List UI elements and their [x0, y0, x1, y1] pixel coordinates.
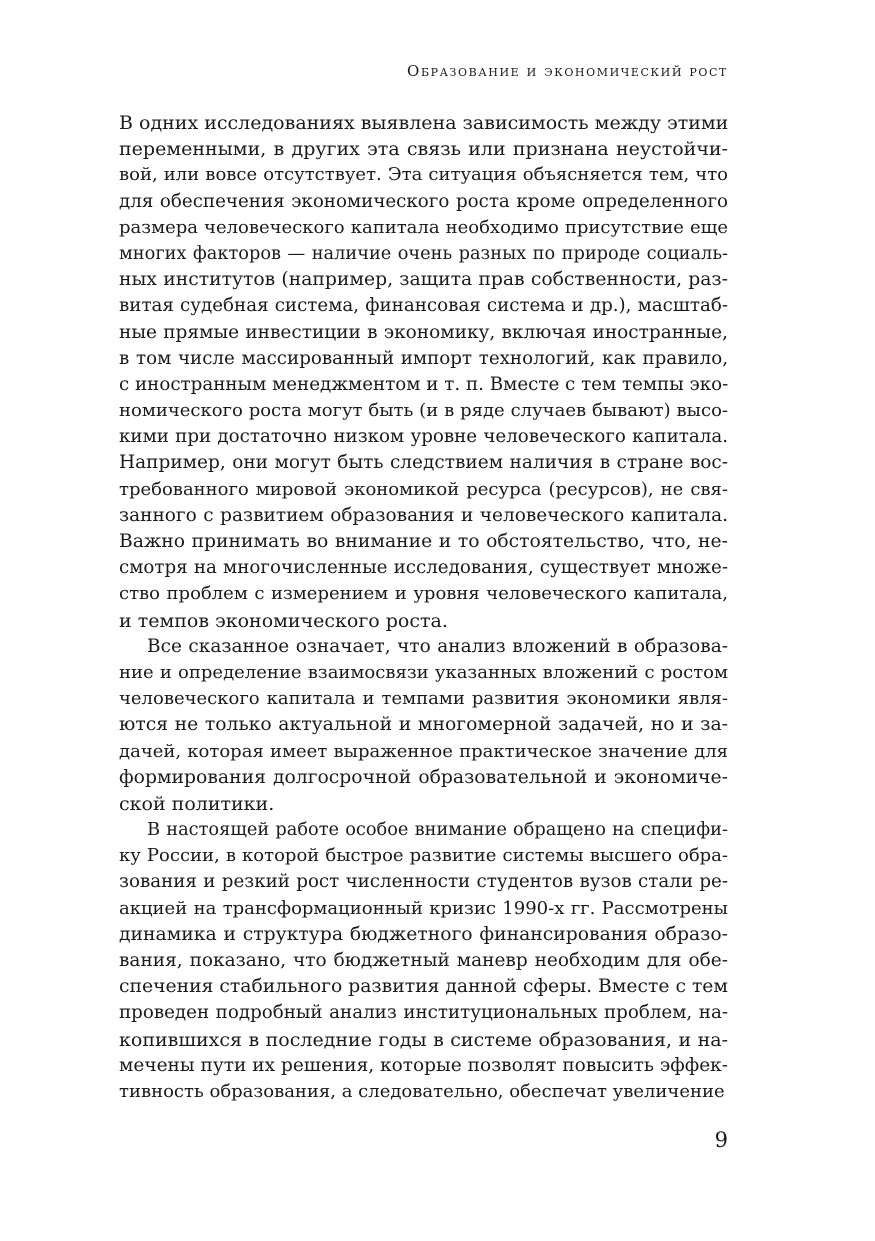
text-line: номического роста могут быть (и в ряде случаев бывают) высо-	[119, 400, 728, 422]
text-line: дачей, которая имеет выраженное практическое значение для	[119, 740, 728, 762]
page-number: 9	[714, 1128, 728, 1152]
text-line: мечены пути их решения, которые позволят повысить эффек-	[119, 1054, 728, 1076]
text-line: требованного мировой экономикой ресурса (ресурсов), не свя-	[119, 478, 728, 500]
running-head: Образование и экономический рост	[407, 62, 728, 80]
text-line: динамика и структура бюджетного финансирования образо-	[119, 923, 728, 945]
text-line: ской политики.	[119, 792, 275, 815]
text-line: ные прямые инвестиции в экономику, включая иностранные,	[119, 321, 728, 343]
text-line: человеческого капитала и темпами развития экономики явля-	[119, 688, 728, 710]
text-line: копившихся в последние годы в системе образования, и на-	[119, 1028, 728, 1051]
text-line: акцией на трансформационный кризис 1990-х гг. Рассмотрены	[119, 897, 728, 919]
text-line: ются не только актуальной и многомерной задачей, но и за-	[119, 714, 728, 736]
paragraph	[119, 634, 728, 817]
paragraph	[119, 817, 728, 1105]
text-line: смотря на многочисленные исследования, существует множе-	[119, 557, 728, 579]
body-text	[119, 110, 728, 1105]
paragraph	[119, 110, 728, 634]
text-line: ние и определение взаимосвязи указанных вложений с ростом	[119, 661, 728, 683]
text-line: ку России, в которой быстрое развитие системы высшего обра-	[119, 845, 728, 867]
text-line: занного с развитием образования и человеческого капитала.	[119, 504, 728, 526]
text-line: формирования долгосрочной образовательной и экономиче-	[119, 766, 728, 788]
text-line: зования и резкий рост численности студентов вузов стали ре-	[119, 871, 728, 893]
text-line: с иностранным менеджментом и т. п. Вместе с тем темпы эко-	[119, 373, 729, 395]
text-line: кими при достаточно низком уровне человеческого капитала.	[119, 426, 728, 448]
text-line: вания, показано, что бюджетный маневр необходим для обе-	[119, 950, 728, 971]
text-line: переменными, в других эта связь или признана неустойчи-	[119, 138, 728, 161]
text-line: проведен подробный анализ институциональных проблем, на-	[119, 1002, 728, 1024]
text-line: размера человеческого капитала необходимо присутствие еще	[119, 216, 728, 238]
text-line: в том числе массированный импорт технологий, как правило,	[119, 347, 728, 369]
text-line: вой, или вовсе отсутствует. Эта ситуация объясняется тем, что	[119, 164, 728, 186]
text-line: для обеспечения экономического роста кроме определенного	[119, 190, 728, 212]
text-line: В настоящей работе особое внимание обращено на специфи-	[147, 820, 728, 841]
text-line: Важно принимать во внимание и то обстоятельство, что, не-	[119, 531, 728, 552]
text-line: Все сказанное означает, что анализ вложений в образова-	[147, 635, 728, 657]
text-line: и темпов экономического роста.	[119, 609, 448, 632]
text-line: В одних исследованиях выявлена зависимость между этими	[119, 112, 729, 134]
text-line: многих факторов — наличие очень разных по природе социаль-	[119, 243, 728, 264]
text-line: ных институтов (например, защита прав собственности, раз-	[119, 269, 728, 291]
text-line: тивность образования, а следовательно, обеспечат увеличение	[119, 1080, 725, 1102]
text-line: витая судебная система, финансовая система и др.), масштаб-	[119, 295, 728, 317]
text-line: Например, они могут быть следствием наличия в стране вос-	[119, 452, 728, 474]
text-line: ство проблем с измерением и уровня человеческого капитала,	[119, 583, 728, 605]
text-line: спечения стабильного развития данной сферы. Вместе с тем	[119, 976, 728, 998]
